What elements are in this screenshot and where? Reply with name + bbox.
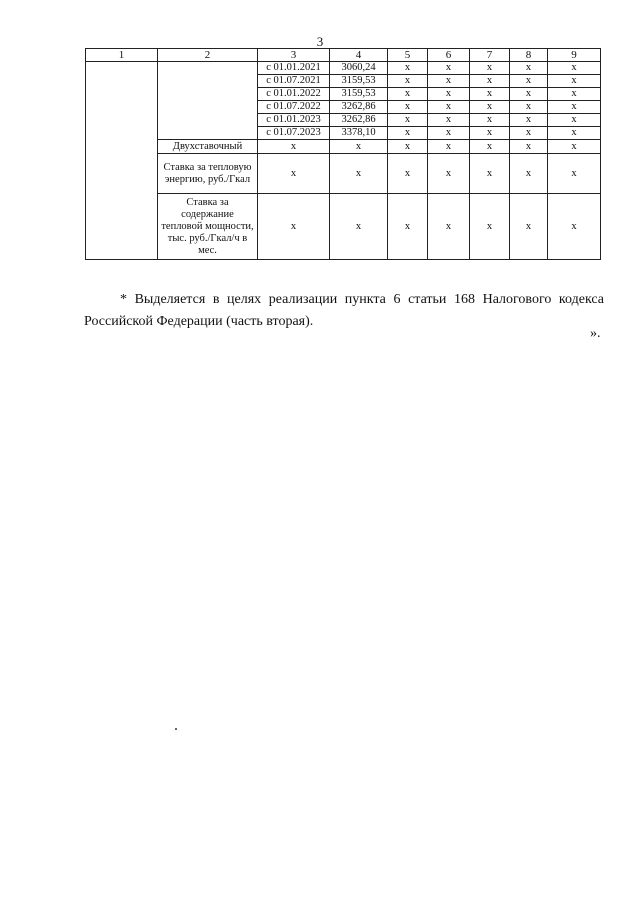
mark-cell: х	[548, 154, 601, 194]
mark-cell: х	[548, 127, 601, 140]
mark-cell: х	[470, 101, 510, 114]
mark-cell: х	[388, 127, 428, 140]
footnote-text: * Выделяется в целях реализации пункта 6 статьи 168 Налогового кодекса Российской Федерации (часть вторая).	[84, 292, 604, 329]
mark-cell: х	[388, 194, 428, 260]
mark-cell: х	[470, 127, 510, 140]
mark-cell: х	[510, 127, 548, 140]
mark-cell: х	[428, 140, 470, 154]
mark-cell: х	[388, 140, 428, 154]
column-header: 2	[158, 49, 258, 62]
mark-cell: х	[428, 62, 470, 75]
mark-cell: х	[388, 75, 428, 88]
column-header: 6	[428, 49, 470, 62]
mark-cell: х	[388, 88, 428, 101]
period-date: с 01.01.2021	[258, 62, 330, 75]
mark-cell: х	[388, 62, 428, 75]
tariff-value: 3159,53	[330, 75, 388, 88]
mark-cell: х	[548, 88, 601, 101]
mark-cell: х	[548, 101, 601, 114]
mark-cell: х	[510, 62, 548, 75]
mark-cell: х	[388, 114, 428, 127]
mark-cell: х	[470, 75, 510, 88]
column-header: 7	[470, 49, 510, 62]
mark-cell: х	[258, 194, 330, 260]
mark-cell: х	[510, 101, 548, 114]
capacity-rate-row	[86, 194, 601, 260]
mark-cell: х	[428, 154, 470, 194]
mark-cell: х	[470, 140, 510, 154]
tariff-value: 3378,10	[330, 127, 388, 140]
mark-cell: х	[258, 154, 330, 194]
mark-cell: х	[330, 140, 388, 154]
row-label: Ставка за тепловую энергию, руб./Гкал	[158, 154, 258, 194]
mark-cell: х	[388, 101, 428, 114]
column-header: 4	[330, 49, 388, 62]
mark-cell: х	[510, 194, 548, 260]
mark-cell: х	[548, 62, 601, 75]
scan-speck	[175, 728, 177, 730]
mark-cell: х	[428, 101, 470, 114]
mark-cell: х	[428, 114, 470, 127]
row-label: Двухставочный	[158, 140, 258, 154]
two-part-row	[86, 140, 601, 154]
mark-cell: х	[510, 114, 548, 127]
tariff-table	[85, 48, 601, 260]
period-date: с 01.07.2023	[258, 127, 330, 140]
mark-cell: х	[510, 140, 548, 154]
mark-cell: х	[510, 154, 548, 194]
mark-cell: х	[548, 140, 601, 154]
mark-cell: х	[428, 75, 470, 88]
mark-cell: х	[258, 140, 330, 154]
tariff-value: 3060,24	[330, 62, 388, 75]
tariff-value: 3159,53	[330, 88, 388, 101]
mark-cell: х	[470, 114, 510, 127]
empty-cell	[158, 62, 258, 140]
period-date: с 01.07.2021	[258, 75, 330, 88]
mark-cell: х	[548, 75, 601, 88]
table-row	[86, 62, 601, 75]
empty-cell	[86, 62, 158, 260]
row-label: Ставка за содержание тепловой мощности, тыс. руб./Гкал/ч в мес.	[158, 194, 258, 260]
mark-cell: х	[330, 154, 388, 194]
mark-cell: х	[470, 88, 510, 101]
mark-cell: х	[548, 114, 601, 127]
mark-cell: х	[470, 154, 510, 194]
mark-cell: х	[510, 75, 548, 88]
column-header: 3	[258, 49, 330, 62]
column-header: 5	[388, 49, 428, 62]
page-number: 3	[316, 34, 324, 49]
mark-cell: х	[548, 194, 601, 260]
column-header: 1	[86, 49, 158, 62]
mark-cell: х	[330, 194, 388, 260]
tariff-value: 3262,86	[330, 114, 388, 127]
mark-cell: х	[388, 154, 428, 194]
mark-cell: х	[470, 194, 510, 260]
column-header: 8	[510, 49, 548, 62]
column-number-row	[86, 49, 601, 62]
period-date: с 01.01.2023	[258, 114, 330, 127]
column-header: 9	[548, 49, 601, 62]
mark-cell: х	[510, 88, 548, 101]
mark-cell: х	[428, 88, 470, 101]
mark-cell: х	[470, 62, 510, 75]
mark-cell: х	[428, 127, 470, 140]
tariff-value: 3262,86	[330, 101, 388, 114]
period-date: с 01.01.2022	[258, 88, 330, 101]
mark-cell: х	[428, 194, 470, 260]
period-date: с 01.07.2022	[258, 101, 330, 114]
closing-quote: ».	[590, 326, 601, 341]
energy-rate-row	[86, 154, 601, 194]
